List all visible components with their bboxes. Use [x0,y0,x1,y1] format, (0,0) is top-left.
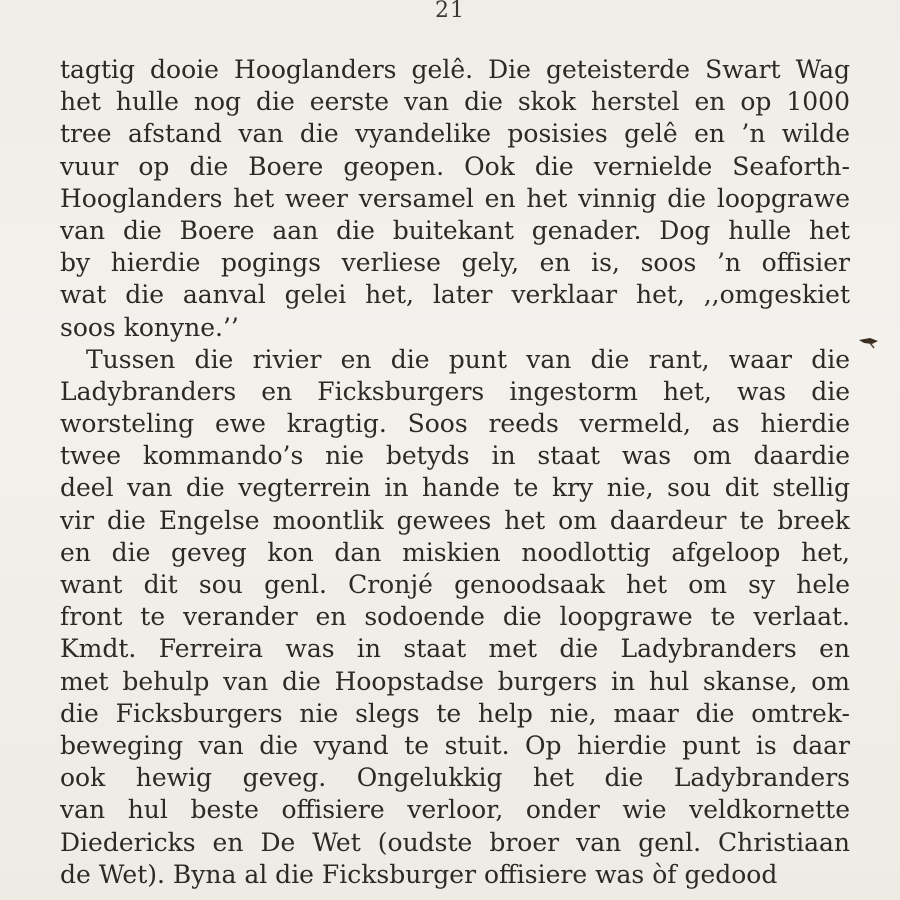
text-line: vuur op die Boere geopen. Ook die vernielde Seaforth- [60,151,850,181]
text-line: wat die aanval gelei het, later verklaar het, ,,omgeskiet [60,280,850,310]
text-line: worsteling ewe kragtig. Soos reeds vermeld, as hierdie [60,409,850,439]
text-line: Tussen die rivier en die punt van die rant, waar die [86,344,850,374]
text-line: met behulp van die Hoopstadse burgers in hul skanse, om [60,666,850,696]
text-line: by hierdie pogings verliese gely, en is, soos ’n offisier [60,248,850,278]
paragraph [60,344,850,891]
text-line: het hulle nog die eerste van die skok herstel en op 1000 [60,87,850,117]
text-line: Kmdt. Ferreira was in staat met die Ladybranders en [60,634,850,664]
text-line: soos konyne.’’ [60,312,239,342]
text-line: en die geveg kon dan miskien noodlottig afgeloop het, [60,537,850,567]
ink-speck-icon [858,335,880,349]
text-line: ook hewig geveg. Ongelukkig het die Ladybranders [60,763,850,793]
body-text [60,54,850,891]
text-line: beweging van die vyand te stuit. Op hierdie punt is daar [60,730,850,760]
text-line: front te verander en sodoende die loopgrawe te verlaat. [60,602,850,632]
text-line: twee kommando’s nie betyds in staat was om daardie [60,441,850,471]
text-line: van hul beste offisiere verloor, onder wie veldkornette [60,795,850,825]
text-line: deel van die vegterrein in hande te kry nie, sou dit stellig [60,473,850,503]
text-line: de Wet). Byna al die Ficksburger offisiere was òf gedood [60,859,778,889]
page-number: 21 [435,0,465,23]
text-line: want dit sou genl. Cronjé genoodsaak het om sy hele [60,570,850,599]
text-line: die Ficksburgers nie slegs te help nie, maar die omtrek- [60,698,850,728]
text-line: Diedericks en De Wet (oudste broer van genl. Christiaan [60,827,850,857]
text-line: tagtig dooie Hooglanders gelê. Die geteisterde Swart Wag [60,55,850,84]
text-line: vir die Engelse moontlik gewees het om daardeur te breek [60,505,850,535]
text-line: van die Boere aan die buitekant genader. Dog hulle het [60,215,850,245]
text-line: Hooglanders het weer versamel en het vinnig die loopgrawe [60,183,850,213]
text-line: Ladybranders en Ficksburgers ingestorm het, was die [60,376,850,406]
text-line: tree afstand van die vyandelike posisies gelê en ’n wilde [60,119,850,149]
paragraph [60,54,850,344]
